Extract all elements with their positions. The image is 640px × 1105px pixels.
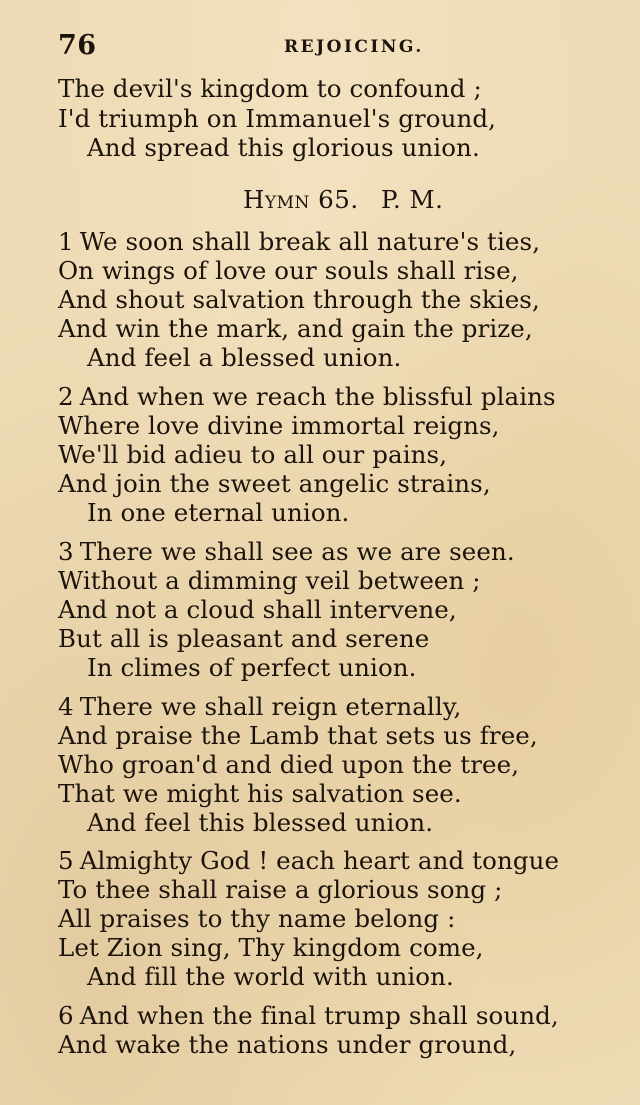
verse-line — [58, 692, 461, 722]
verse-number: 1 — [58, 227, 74, 256]
verse-line: Without a dimming veil between ; — [58, 566, 481, 595]
verse-line — [58, 846, 559, 876]
verse-line: We'll bid adieu to all our pains, — [58, 440, 448, 469]
verse-line: And feel this blessed union. — [87, 808, 434, 837]
verse-line: Who groan'd and died upon the tree, — [58, 750, 520, 779]
hymn-label: Hymn — [243, 185, 310, 214]
verse-line — [58, 537, 515, 567]
hymn-meter: P. M. — [380, 185, 444, 214]
verse-line — [58, 1001, 559, 1031]
verse-line: On wings of love our souls shall rise, — [58, 256, 519, 285]
verse-text: There we shall see as we are seen. — [79, 537, 515, 566]
page-number: 76 — [58, 30, 97, 61]
verse-line: And fill the world with union. — [87, 962, 454, 991]
verse-line: In climes of perfect union. — [87, 653, 417, 682]
verse-number: 6 — [58, 1001, 74, 1030]
verse-line: And join the sweet angelic strains, — [58, 469, 491, 498]
continued-line: The devil's kingdom to confound ; — [58, 74, 482, 103]
running-title: REJOICING. — [284, 37, 424, 57]
verse-line: All praises to thy name belong : — [58, 904, 456, 933]
verse-line: And feel a blessed union. — [87, 343, 402, 372]
verse-line: To thee shall raise a glorious song ; — [58, 875, 503, 904]
verse-line: But all is pleasant and serene — [58, 624, 430, 653]
verse-number: 4 — [58, 692, 74, 721]
verse-line: And wake the nations under ground, — [58, 1030, 517, 1059]
verse-number: 2 — [58, 382, 74, 411]
verse-line: In one eternal union. — [87, 498, 350, 527]
verse-text: There we shall reign eternally, — [79, 692, 462, 721]
verse-line: That we might his salvation see. — [58, 779, 462, 808]
verse-line: Where love divine immortal reigns, — [58, 411, 500, 440]
verse-text: We soon shall break all nature's ties, — [79, 227, 541, 256]
verse-line: And shout salvation through the skies, — [58, 285, 540, 314]
verse-number: 3 — [58, 537, 74, 566]
verse-line — [58, 382, 556, 412]
continued-line: I'd triumph on Immanuel's ground, — [58, 104, 497, 133]
verse-line: And win the mark, and gain the prize, — [58, 314, 533, 343]
verse-line — [58, 227, 540, 257]
continued-line: And spread this glorious union. — [87, 133, 480, 162]
verse-text: Almighty God ! each heart and tongue — [79, 846, 560, 875]
hymn-number: 65. — [318, 185, 359, 214]
verse-number: 5 — [58, 846, 74, 875]
running-head — [58, 30, 588, 64]
verse-text: And when the final trump shall sound, — [79, 1001, 559, 1030]
verse-line: Let Zion sing, Thy kingdom come, — [58, 933, 484, 962]
verse-line: And not a cloud shall intervene, — [58, 595, 457, 624]
verse-text: And when we reach the blissful plains — [79, 382, 556, 411]
verse-line: And praise the Lamb that sets us free, — [58, 721, 538, 750]
hymn-heading — [243, 185, 443, 214]
